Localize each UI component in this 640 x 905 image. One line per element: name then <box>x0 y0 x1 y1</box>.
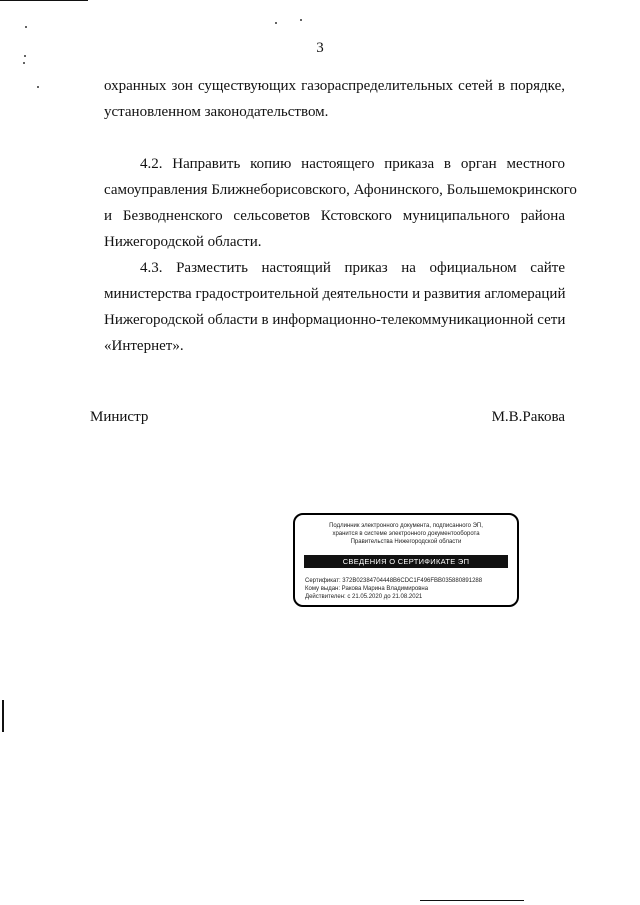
body-line-2: установленном законодательством. <box>104 104 329 120</box>
body-line-5: и Безводненского сельсоветов Кстовского муниципального района <box>104 208 565 224</box>
signature-name: М.В.Ракова <box>491 409 565 425</box>
scan-artifact-top-line <box>0 0 88 1</box>
body-line-7: 4.3. Разместить настоящий приказ на официальном сайте <box>140 260 565 276</box>
scan-speck <box>23 62 25 64</box>
scan-artifact-bottom-line <box>420 900 524 901</box>
scan-speck <box>300 19 302 21</box>
stamp-note-line: Подлинник электронного документа, подписанного ЭП, <box>329 523 483 529</box>
electronic-signature-stamp <box>293 513 519 607</box>
stamp-note <box>295 522 517 546</box>
stamp-issued-to: Кому выдан: Ракова Марина Владимировна <box>305 586 429 592</box>
page-number: 3 <box>316 40 324 56</box>
scan-speck <box>25 26 27 28</box>
body-line-9: Нижегородской области в информационно-телекоммуникационной сети <box>104 312 566 328</box>
body-line-4: самоуправления Ближнеборисовского, Афонинского, Большемокринского <box>104 182 577 198</box>
body-line-1: охранных зон существующих газораспределительных сетей в порядке, <box>104 78 565 94</box>
stamp-note-line: Правительства Нижегородской области <box>350 539 462 545</box>
body-line-3: 4.2. Направить копию настоящего приказа в орган местного <box>140 156 565 172</box>
body-line-10: «Интернет». <box>104 338 184 354</box>
stamp-info <box>305 577 482 601</box>
stamp-header: СВЕДЕНИЯ О СЕРТИФИКАТЕ ЭП <box>304 555 508 568</box>
body-line-6: Нижегородской области. <box>104 234 262 250</box>
stamp-certificate: Сертификат: 372B02384704448B6CDC1F496FBB035880891288 <box>305 578 483 584</box>
scan-speck <box>275 22 277 24</box>
signature-position: Министр <box>90 409 149 425</box>
scan-speck <box>37 86 39 88</box>
stamp-valid: Действителен: с 21.05.2020 до 21.08.2021 <box>305 594 423 600</box>
body-line-8: министерства градостроительной деятельности и развития агломераций <box>104 286 566 302</box>
scan-artifact-left-edge <box>2 700 4 732</box>
scan-speck <box>24 55 26 57</box>
stamp-note-line: хранится в системе электронного документооборота <box>332 531 480 537</box>
